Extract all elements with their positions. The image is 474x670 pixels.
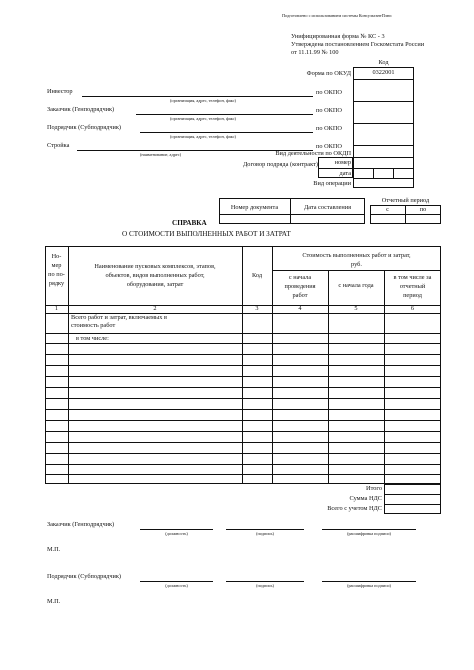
vat-label: Сумма НДС xyxy=(349,495,382,502)
contractor-hint: (организация, адрес, телефон, факс) xyxy=(170,134,236,139)
col1-header: Но- мер по по- рядку xyxy=(48,253,65,287)
table-row xyxy=(45,442,441,443)
customer-position-field[interactable] xyxy=(140,529,213,530)
itogo-label: Итого xyxy=(366,485,382,492)
customer-position-hint: (должность) xyxy=(165,531,188,536)
doc-info-table xyxy=(219,198,365,224)
customer-signature-hint: (подпись) xyxy=(256,531,274,536)
with-vat-label: Всего с учетом НДС xyxy=(327,505,382,512)
approved-note: Утверждена постановлением Госкомстата России xyxy=(291,41,425,48)
okpo-label-contractor: по ОКПО xyxy=(316,125,342,132)
col-num-5: 5 xyxy=(354,305,358,312)
col-num-3: 3 xyxy=(255,305,259,312)
col-num-2: 2 xyxy=(153,305,157,312)
table-row xyxy=(45,409,441,410)
cost-header: Стоимость выполненных работ и затрат, руб. xyxy=(302,252,411,268)
contractor-field[interactable] xyxy=(140,132,313,133)
contractor-signature-hint: (подпись) xyxy=(256,583,274,588)
okud-label: Форма по ОКУД xyxy=(306,70,351,77)
okud-value[interactable]: 0322001 xyxy=(372,69,395,76)
table-row xyxy=(45,376,441,377)
col-num-6: 6 xyxy=(410,305,415,312)
prepared-note: Подготовлено с использованием системы КонсультантПлюс xyxy=(282,13,393,18)
table-row xyxy=(45,453,441,454)
col3-header: Код xyxy=(251,272,263,279)
contractor-label: Подрядчик (Субподрядчик) xyxy=(47,124,122,131)
table-row xyxy=(45,365,441,366)
contractor-position-hint: (должность) xyxy=(165,583,188,588)
col5-header: с начала года xyxy=(338,282,374,289)
construction-label: Стройка xyxy=(47,142,70,149)
okpo-label-construction: по ОКПО xyxy=(316,143,342,150)
contractor-signature-field[interactable] xyxy=(226,581,304,582)
stamp-customer: М.П. xyxy=(47,546,61,553)
customer-decoding-field[interactable] xyxy=(322,529,416,530)
okpo-label-customer: по ОКПО xyxy=(316,107,342,114)
doc-date-label: Дата составления xyxy=(303,204,352,211)
okdp-label: Вид деятельности по ОКДП xyxy=(275,150,351,157)
customer-hint: (организация, адрес, телефон, факс) xyxy=(170,116,236,121)
row-total-label: Всего работ и затрат, включаемых в стоимость работ xyxy=(71,314,167,329)
document-title: СПРАВКА xyxy=(172,219,207,227)
customer-label: Заказчик (Генподрядчик) xyxy=(47,106,115,113)
sign-contractor-label: Подрядчик (Субподрядчик) xyxy=(47,573,122,580)
contract-number-label: номер xyxy=(334,159,351,166)
col-num-4: 4 xyxy=(298,305,302,312)
contractor-decoding-field[interactable] xyxy=(322,581,416,582)
form-name: Унифицированная форма № КС - 3 xyxy=(291,33,385,40)
period-from-label: с xyxy=(386,206,389,213)
table-row xyxy=(45,431,441,432)
okpo-label-investor: по ОКПО xyxy=(316,89,342,96)
contract-label: Договор подряда (контракт) xyxy=(243,161,318,168)
construction-hint: (наименование, адрес) xyxy=(140,152,182,157)
contractor-decoding-hint: (расшифровка подписи) xyxy=(347,583,391,588)
customer-field[interactable] xyxy=(136,114,313,115)
period-to-label: по xyxy=(419,206,427,213)
contractor-position-field[interactable] xyxy=(140,581,213,582)
stamp-contractor: М.П. xyxy=(47,598,61,605)
code-column xyxy=(353,67,414,188)
contract-date-label: дата xyxy=(339,170,351,177)
doc-number-label: Номер документа xyxy=(230,204,279,211)
approved-date: от 11.11.99 № 100 xyxy=(291,49,339,56)
sign-customer-label: Заказчик (Генподрядчик) xyxy=(47,521,115,528)
table-row xyxy=(45,474,441,475)
customer-decoding-hint: (расшифровка подписи) xyxy=(347,531,391,536)
row-including-label: в том числе: xyxy=(76,335,109,342)
customer-signature-field[interactable] xyxy=(226,529,304,530)
document-subtitle: О СТОИМОСТИ ВЫПОЛНЕННЫХ РАБОТ И ЗАТРАТ xyxy=(122,230,291,238)
investor-label: Инвестор xyxy=(47,88,73,95)
col2-header: Наименование пусковых комплексов, этапов, объектов, видов выполненных работ, оборудования, затрат xyxy=(94,263,216,288)
col4-header: с начала проведения работ xyxy=(284,274,316,299)
investor-field[interactable] xyxy=(82,96,313,97)
table-row xyxy=(45,398,441,399)
totals-box xyxy=(384,484,441,514)
investor-hint: (организация, адрес, телефон, факс) xyxy=(170,98,236,103)
table-row xyxy=(45,387,441,388)
table-row xyxy=(45,464,441,465)
table-row xyxy=(45,354,441,355)
col-num-1: 1 xyxy=(54,305,59,312)
period-label: Отчетный период xyxy=(381,197,430,204)
col6-header: в том числе за отчетный период xyxy=(393,274,432,299)
table-row xyxy=(45,420,441,421)
operation-label: Вид операции xyxy=(313,180,351,187)
code-header: Код xyxy=(378,59,389,66)
